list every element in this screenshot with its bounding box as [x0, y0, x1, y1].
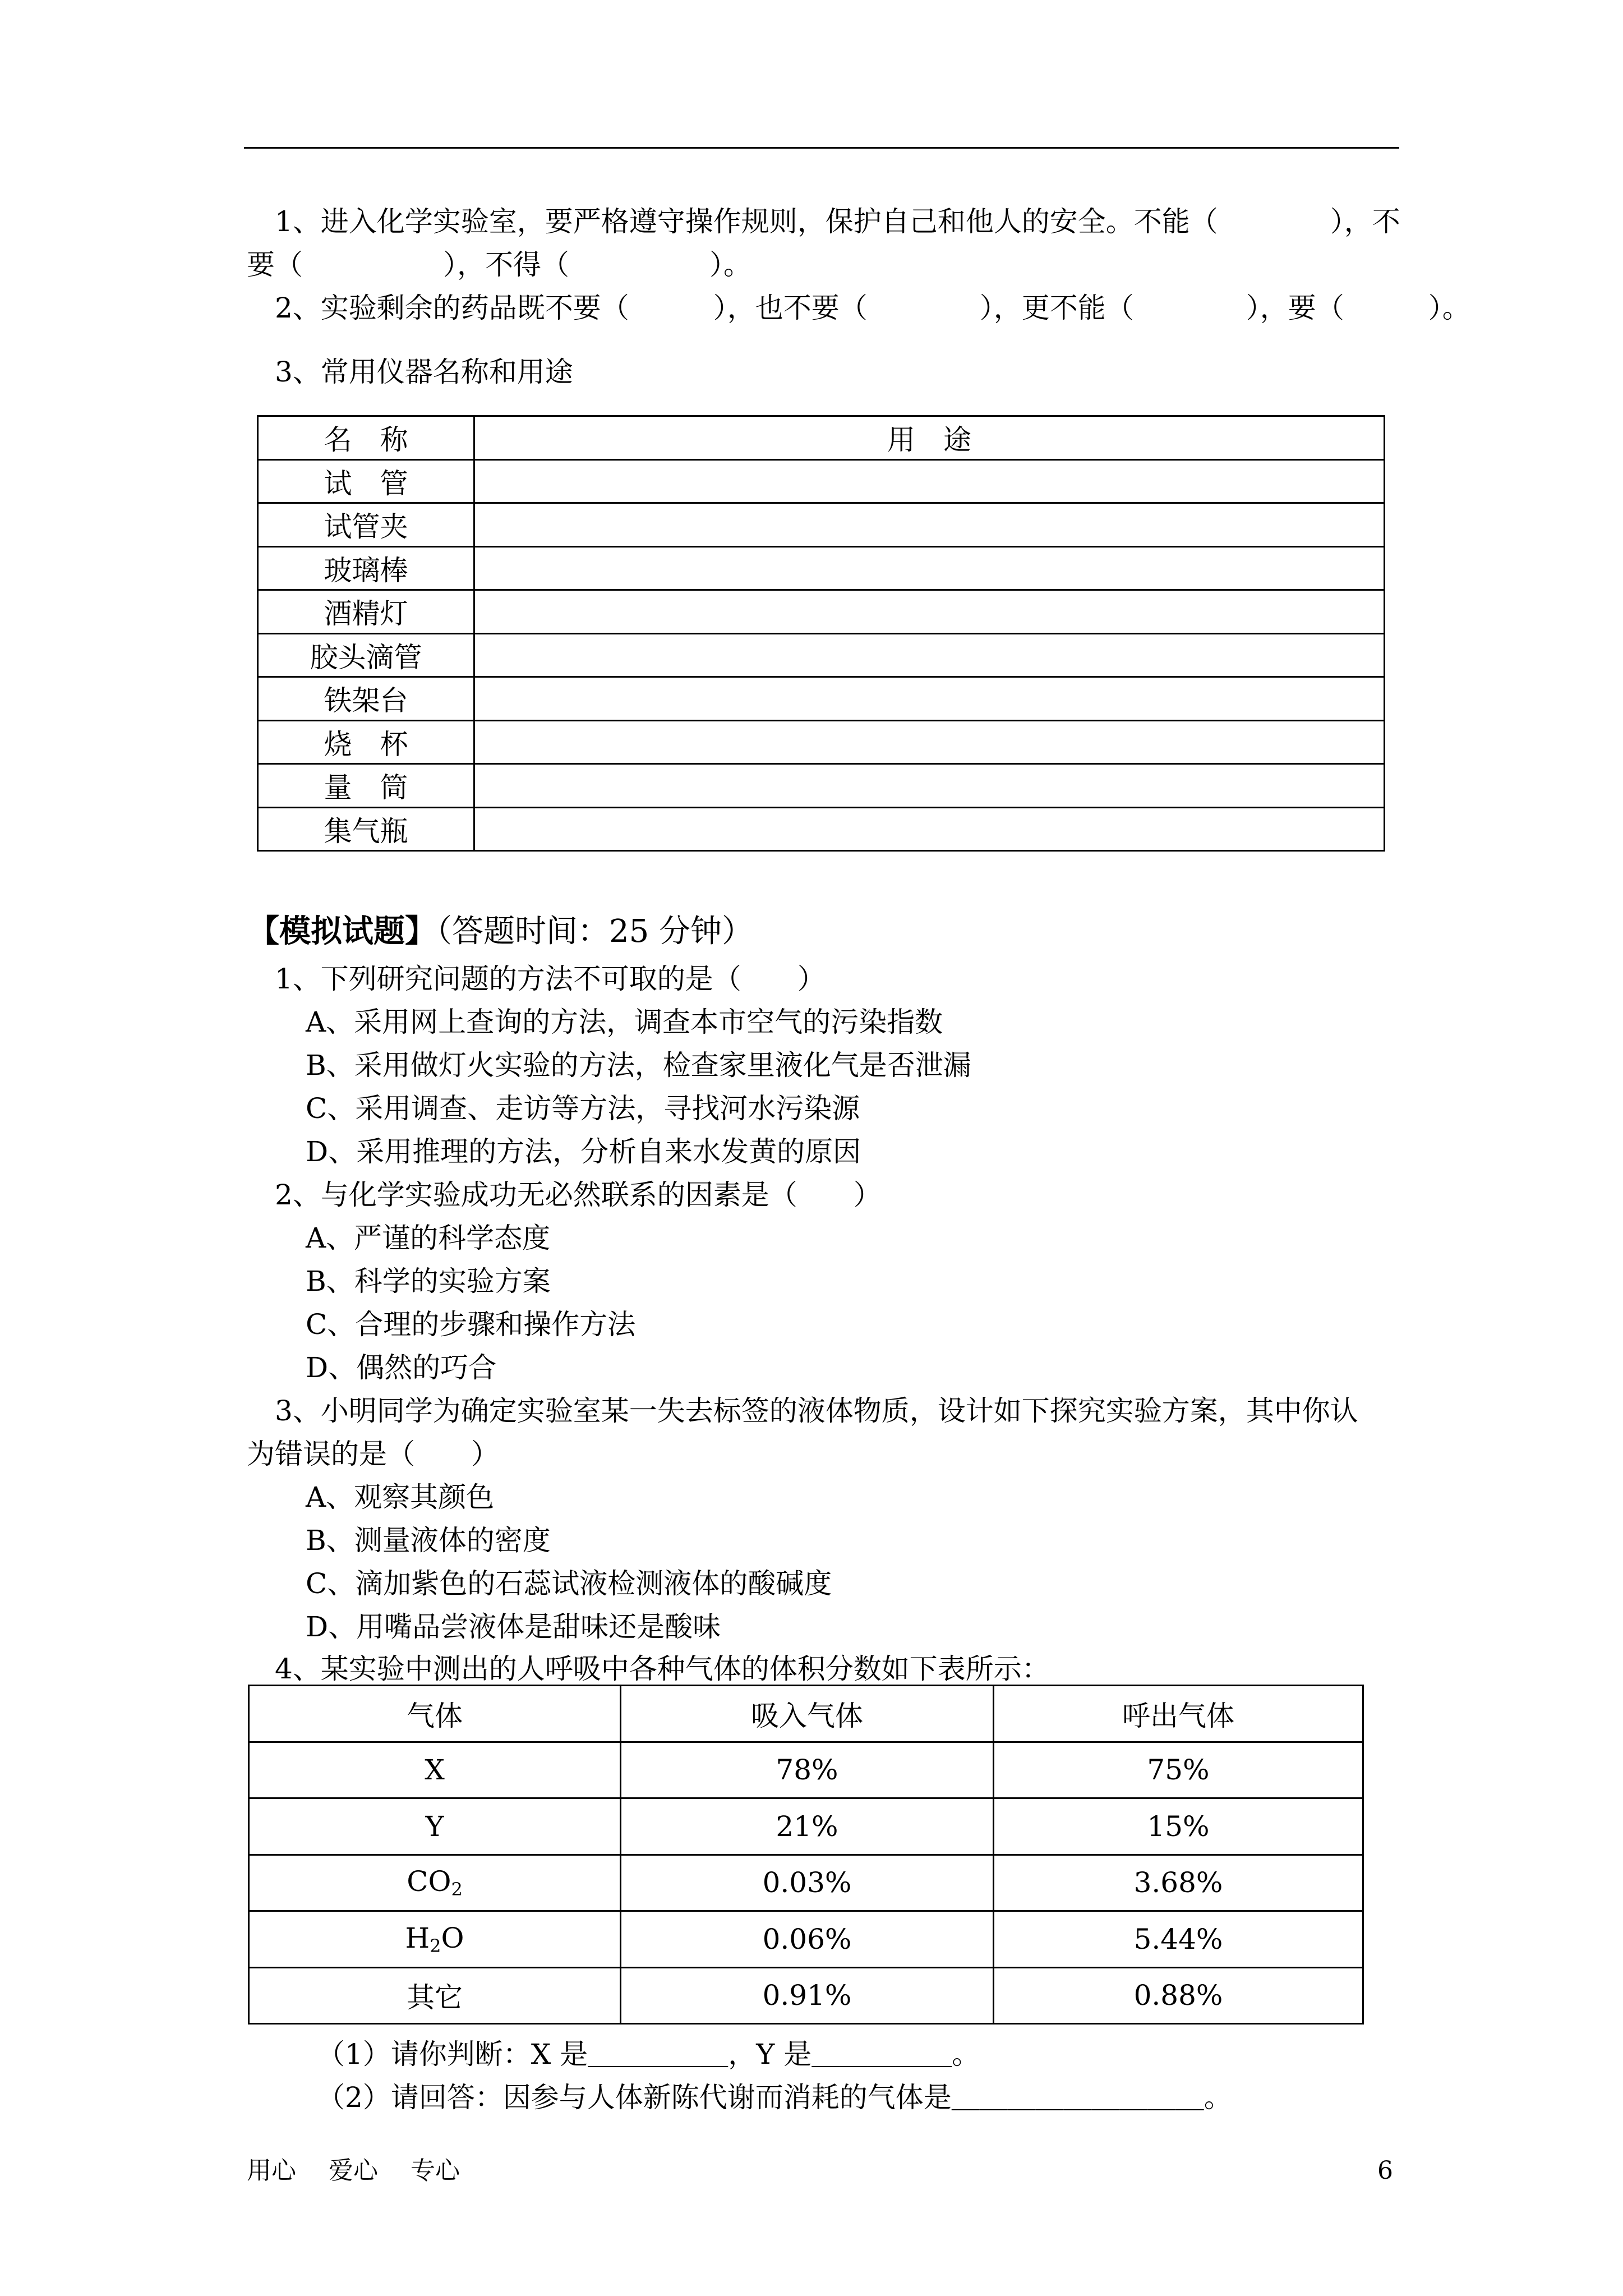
instrument-use-cell: [474, 546, 1385, 590]
gas-name: Y: [249, 1798, 621, 1855]
instrument-name: 集气瓶: [258, 807, 474, 851]
exhaled-value: 0.88%: [994, 1967, 1363, 2024]
q4-sub2: （2）请回答：因参与人体新陈代谢而消耗的气体是＿＿＿＿＿＿＿＿＿。: [317, 2081, 1232, 2114]
instrument-use-cell: [474, 764, 1385, 808]
page-number: 6: [1377, 2156, 1393, 2185]
instrument-name: 量 筒: [258, 764, 474, 808]
header-exhaled: 呼出气体: [994, 1686, 1363, 1742]
header-use: 用 途: [474, 416, 1385, 460]
intro-q3: 3、常用仪器名称和用途: [275, 356, 573, 388]
instrument-name: 试 管: [258, 459, 474, 503]
q2-option-d: D、偶然的巧合: [306, 1351, 497, 1384]
header-gas: 气体: [249, 1686, 621, 1742]
exhaled-value: 3.68%: [994, 1855, 1363, 1911]
q2-option-a: A、严谨的科学态度: [306, 1222, 551, 1254]
q1-stem: 1、下列研究问题的方法不可取的是（ ）: [275, 963, 826, 995]
exhaled-value: 75%: [994, 1742, 1363, 1798]
table-row: [258, 764, 1385, 808]
intro-q1-line1: 1、进入化学实验室，要严格遵守操作规则，保护自己和他人的安全。不能（ ），不: [275, 205, 1400, 238]
instrument-name: 铁架台: [258, 677, 474, 721]
instrument-use-cell: [474, 590, 1385, 634]
instrument-use-cell: [474, 677, 1385, 721]
gas-formula-main: CO: [407, 1865, 451, 1898]
inhaled-value: 0.03%: [621, 1855, 994, 1911]
q4-sub1: （1）请你判断：X 是＿＿＿＿＿，Y 是＿＿＿＿＿。: [317, 2038, 980, 2070]
instrument-name: 试管夹: [258, 503, 474, 547]
q1-option-a: A、采用网上查询的方法，调查本市空气的污染指数: [306, 1006, 943, 1038]
table-row: [249, 1742, 1363, 1798]
gas-formula-main: H: [405, 1921, 430, 1954]
instrument-use-cell: [474, 503, 1385, 547]
table-row: [249, 1911, 1363, 1968]
table-row: [249, 1967, 1363, 2024]
exam-heading: [248, 913, 754, 950]
gas-formula-sub: 2: [430, 1935, 441, 1957]
inhaled-value: 78%: [621, 1742, 994, 1798]
q3-stem-line2: 为错误的是（ ）: [247, 1438, 499, 1470]
instrument-name: 烧 杯: [258, 720, 474, 764]
table-row: [249, 1798, 1363, 1855]
instrument-use-cell: [474, 459, 1385, 503]
q2-option-b: B、科学的实验方案: [306, 1265, 551, 1297]
exam-heading-note: （答题时间：25 分钟）: [436, 913, 754, 950]
gas-name: X: [249, 1742, 621, 1798]
intro-q2: 2、实验剩余的药品既不要（ ），也不要（ ），更不能（ ），要（ ）。: [275, 292, 1470, 324]
table-row: [258, 590, 1385, 634]
table-row: [258, 807, 1385, 851]
header-rule: [244, 147, 1399, 149]
table-row: [258, 459, 1385, 503]
instrument-table: [257, 415, 1385, 852]
gas-name: [249, 1911, 621, 1968]
q4-stem: 4、某实验中测出的人呼吸中各种气体的体积分数如下表所示：: [275, 1653, 1050, 1685]
table-header-row: [249, 1686, 1363, 1742]
table-row: [258, 546, 1385, 590]
instrument-use-cell: [474, 807, 1385, 851]
q3-option-d: D、用嘴品尝液体是甜味还是酸味: [306, 1611, 721, 1643]
gas-name: 其它: [249, 1967, 621, 2024]
table-row: [258, 677, 1385, 721]
header-inhaled: 吸入气体: [621, 1686, 994, 1742]
exhaled-value: 5.44%: [994, 1911, 1363, 1968]
table-row: [258, 503, 1385, 547]
gas-table: [248, 1685, 1364, 2024]
instrument-name: 胶头滴管: [258, 633, 474, 677]
q1-option-c: C、采用调查、走访等方法，寻找河水污染源: [306, 1092, 860, 1125]
table-row: [258, 720, 1385, 764]
instrument-name: 玻璃棒: [258, 546, 474, 590]
q2-option-c: C、合理的步骤和操作方法: [306, 1308, 636, 1341]
q3-stem-line1: 3、小明同学为确定实验室某一失去标签的液体物质，设计如下探究实验方案，其中你认: [275, 1395, 1358, 1427]
inhaled-value: 21%: [621, 1798, 994, 1855]
intro-q1-line2: 要（ ），不得（ ）。: [247, 249, 751, 281]
gas-formula-tail: O: [441, 1921, 464, 1954]
q3-option-a: A、观察其颜色: [306, 1481, 495, 1513]
table-header-row: [258, 416, 1385, 460]
q3-option-c: C、滴加紫色的石蕊试液检测液体的酸碱度: [306, 1567, 832, 1600]
q1-option-d: D、采用推理的方法，分析自来水发黄的原因: [306, 1135, 861, 1168]
instrument-use-cell: [474, 720, 1385, 764]
inhaled-value: 0.91%: [621, 1967, 994, 2024]
instrument-use-cell: [474, 633, 1385, 677]
footer-motto: 用心 爱心 专心: [247, 2156, 460, 2185]
gas-formula-sub: 2: [451, 1879, 463, 1901]
gas-name: [249, 1855, 621, 1911]
q2-stem: 2、与化学实验成功无必然联系的因素是（ ）: [275, 1179, 882, 1211]
q3-option-b: B、测量液体的密度: [306, 1524, 551, 1557]
instrument-name: 酒精灯: [258, 590, 474, 634]
header-name: 名 称: [258, 416, 474, 460]
exam-heading-title: 【模拟试题】: [248, 913, 436, 950]
table-row: [258, 633, 1385, 677]
exhaled-value: 15%: [994, 1798, 1363, 1855]
table-row: [249, 1855, 1363, 1911]
inhaled-value: 0.06%: [621, 1911, 994, 1968]
q1-option-b: B、采用做灯火实验的方法，检查家里液化气是否泄漏: [306, 1049, 971, 1082]
